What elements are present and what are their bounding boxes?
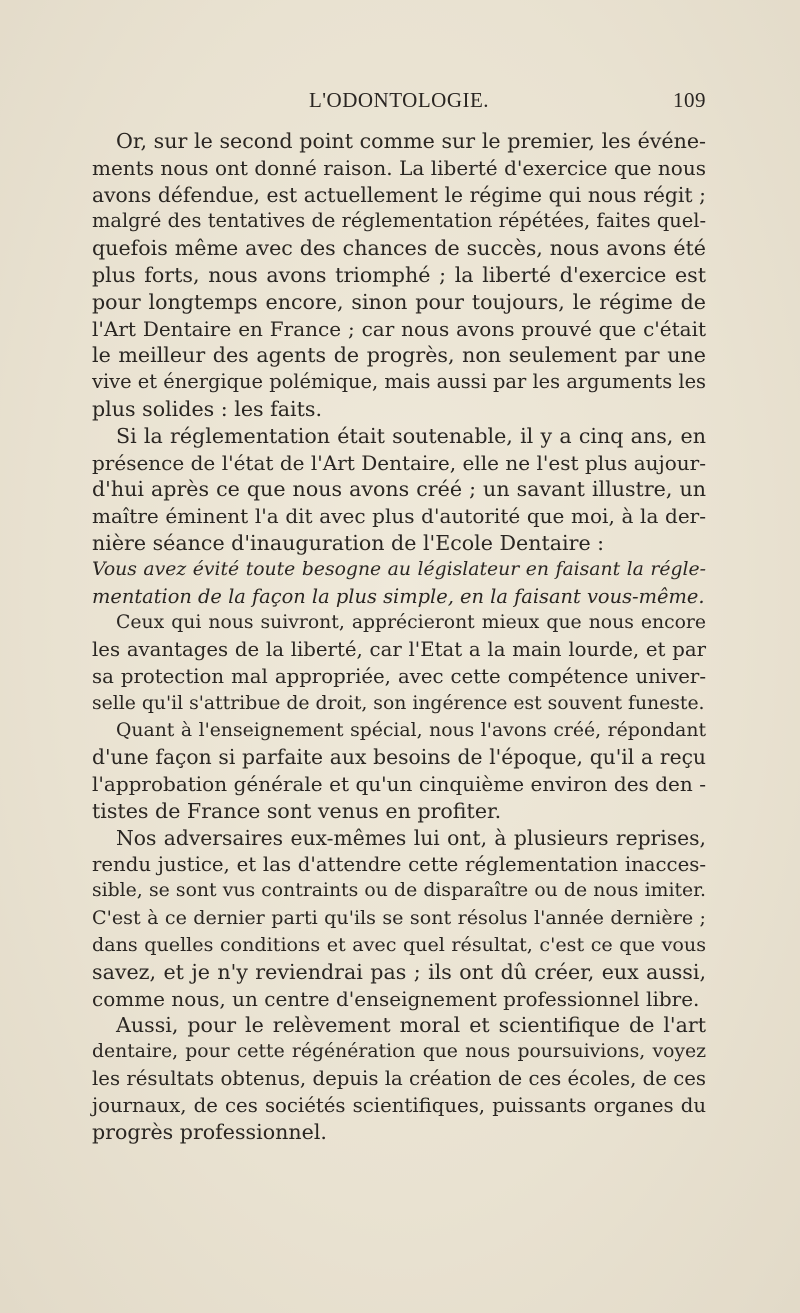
text-line: ments nous ont donné raison. La liberté d'exercice que nous [92, 155, 706, 180]
running-title: L'ODONTOLOGIE. [308, 88, 490, 112]
text-line: sible, se sont vus contraints ou de disparaître ou de nous imiter. [92, 880, 706, 902]
text-line: plus forts, nous avons triomphé ; la liberté d'exercice est [92, 262, 706, 287]
text-line: Nos adversaires eux-mêmes lui ont, à plusieurs reprises, [116, 825, 706, 850]
text-line: plus solides : les faits. [92, 396, 323, 421]
text-line: pour longtemps encore, sinon pour toujours, le régime de [92, 289, 706, 314]
text-line: selle qu'il s'attribue de droit, son ingérence est souvent funeste. [92, 692, 705, 714]
text-line: d'hui après ce que nous avons créé ; un savant illustre, un [92, 477, 706, 502]
text-line: d'une façon si parfaite aux besoins de l'époque, qu'il a reçu [92, 745, 706, 770]
text-line: dans quelles conditions et avec quel résultat, c'est ce que vous [92, 932, 706, 956]
text-line: Aussi, pour le relèvement moral et scientifique de l'art [116, 1013, 706, 1038]
text-line: avons défendue, est actuellement le régime qui nous régit ; [92, 182, 706, 207]
text-line: tistes de France sont venus en profiter. [92, 798, 502, 823]
text-line: les avantages de la liberté, car l'Etat a la main lourde, et par [92, 638, 706, 662]
text-line: Si la réglementation était soutenable, il y a cinq ans, en [116, 423, 706, 448]
text-line: C'est à ce dernier parti qu'ils se sont résolus l'année dernière ; [92, 906, 706, 930]
body-text [92, 128, 706, 1146]
quotation-line: mentation de la façon la plus simple, en la faisant vous-même. [92, 584, 705, 608]
text-line: comme nous, un centre d'enseignement professionnel libre. [92, 986, 700, 1011]
text-line: quefois même avec des chances de succès, nous avons été [92, 236, 706, 261]
page-number: 109 [673, 88, 706, 112]
page-header [92, 88, 706, 116]
text-line: sa protection mal appropriée, avec cette compétence univer- [92, 664, 706, 688]
text-line: le meilleur des agents de progrès, non seulement par une [92, 343, 706, 368]
text-line: dentaire, pour cette régénération que nous poursuivions, voyez [92, 1041, 706, 1063]
quotation-line: Vous avez évité toute besogne au législateur en faisant la régle- [92, 558, 706, 580]
text-line: maître éminent l'a dit avec plus d'autorité que moi, à la der- [92, 504, 706, 529]
text-line: rendu justice, et las d'attendre cette réglementation inacces- [92, 852, 706, 876]
text-line: Quant à l'enseignement spécial, nous l'avons créé, répondant [116, 719, 706, 741]
text-line: journaux, de ces sociétés scientifiques, puissants organes du [92, 1093, 706, 1117]
text-line: progrès professionnel. [92, 1120, 327, 1145]
text-line: savez, et je n'y reviendrai pas ; ils ont dû créer, eux aussi, [92, 959, 706, 984]
text-line: l'approbation générale et qu'un cinquième environ des den - [92, 772, 706, 797]
text-line: l'Art Dentaire en France ; car nous avons prouvé que c'était [92, 316, 706, 341]
text-line: malgré des tentatives de réglementation répétées, faites quel- [92, 209, 706, 233]
text-line: vive et énergique polémique, mais aussi par les arguments les [92, 370, 706, 394]
text-line: Ceux qui nous suivront, apprécieront mieux que nous encore [116, 612, 706, 634]
text-line: Or, sur le second point comme sur le premier, les événe- [116, 129, 706, 153]
text-line: nière séance d'inauguration de l'Ecole Dentaire : [92, 530, 605, 555]
text-line: les résultats obtenus, depuis la création de ces écoles, de ces [92, 1066, 706, 1090]
text-line: présence de l'état de l'Art Dentaire, elle ne l'est plus aujour- [92, 450, 706, 475]
